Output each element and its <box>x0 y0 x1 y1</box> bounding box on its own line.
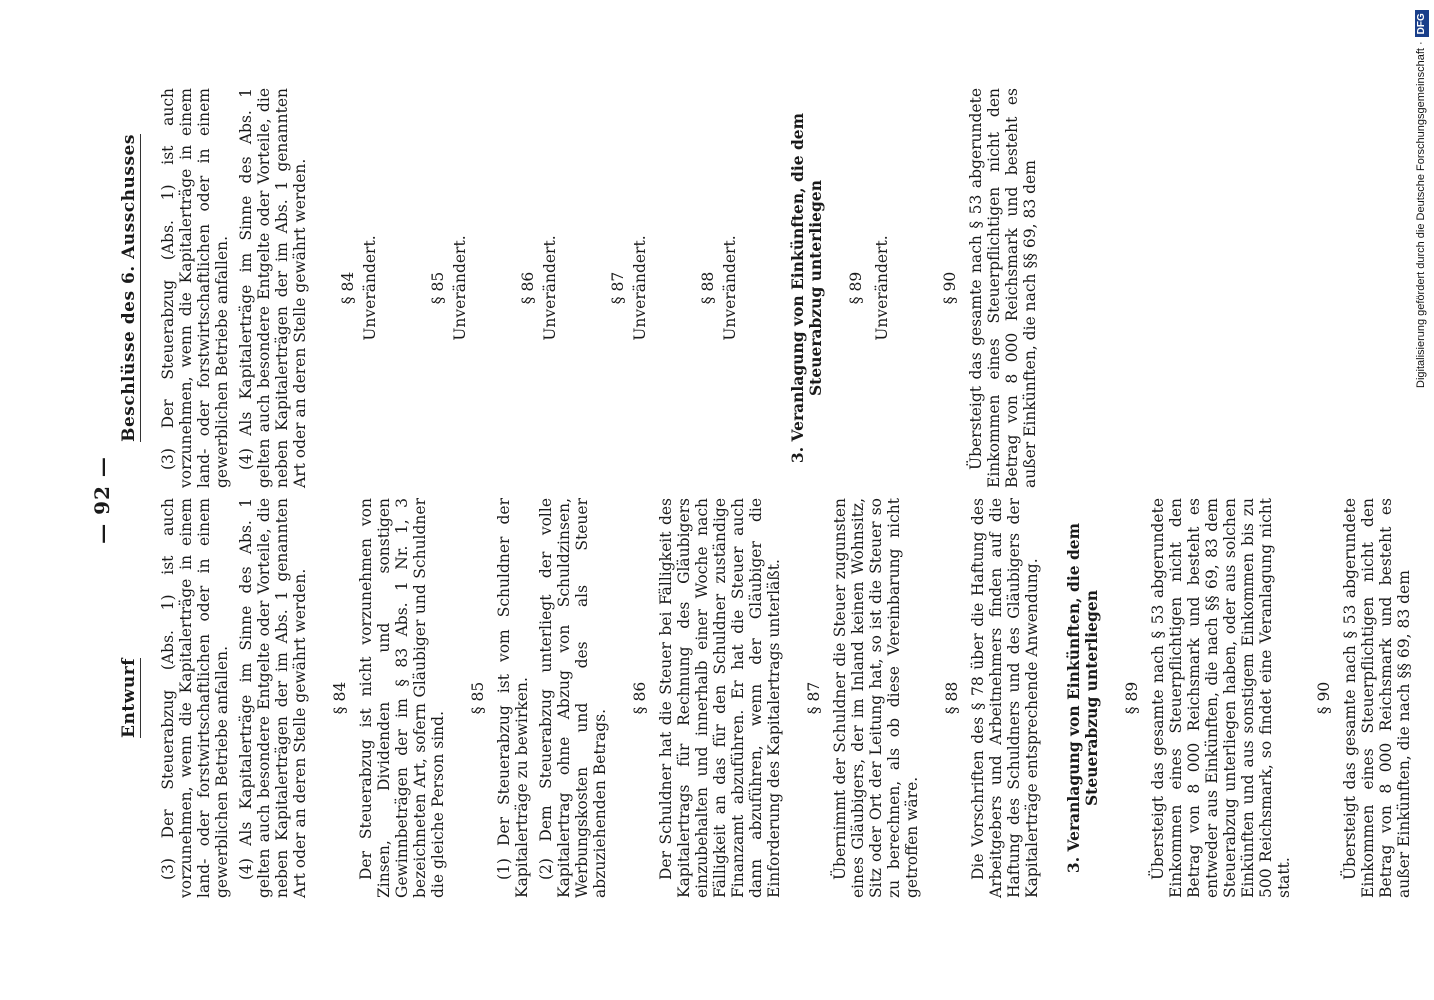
digitization-credit <box>1414 8 1428 388</box>
column-title-beschluesse: Beschlüsse des 6. Ausschusses <box>119 134 139 442</box>
paragraph-4: (4) Als Kapitalerträge im Sinne des Abs. 1 gelten auch besondere Entgelte oder Vorteile, die neben Kapitalerträgen der im Abs. 1 genannten Art oder an deren Stelle gewährt werden. <box>237 88 309 488</box>
section-85-heading: § 85 <box>469 681 487 715</box>
paragraph-3: (3) Der Steuerabzug (Abs. 1) ist auch vorzunehmen, wenn die Kapitalerträge in einem land- oder forstwirtschaftlichen oder in einem gewerblichen Betriebe anfallen. <box>159 88 231 488</box>
section-87-text: Übernimmt der Schuldner die Steuer zugunsten eines Gläubigers, der im Inland keinen Wohnsitz, Sitz oder Ort der Leitung hat, so ist die Steuer so zu berechnen, als ob diese Vereinbarung nicht getroffen wäre. <box>831 498 921 898</box>
unchanged-note: Unverändert. <box>631 235 649 341</box>
column-entwurf <box>120 498 1419 898</box>
section-90-text: Übersteigt das gesamte nach § 53 abgerundete Einkommen eines Steuerpflichtigen nicht den Betrag von 8 000 Reichsmark und besteht es außer Einkünften, die nach §§ 69, 83 dem <box>967 88 1039 488</box>
column-title-entwurf: Entwurf <box>119 658 139 738</box>
unchanged-note: Unverändert. <box>361 235 379 341</box>
section-84-heading: § 84 <box>339 271 357 305</box>
page-number: — 92 — <box>90 456 114 544</box>
section-90-text: Übersteigt das gesamte nach § 53 abgerundete Einkommen eines Steuerpflichtigen nicht den Betrag von 8 000 Reichsmark und besteht es außer Einkünften, die nach §§ 69, 83 dem <box>1341 498 1413 898</box>
column-beschluesse <box>120 88 1045 488</box>
section-84-heading: § 84 <box>331 681 349 715</box>
section-85-para-2: (2) Dem Steuerabzug unterliegt der volle Kapitalertrag ohne Abzug von Schuldzinsen, Werbungskosten und des als Steuer abzuziehenden Betrags. <box>537 498 609 898</box>
section-88-heading: § 88 <box>699 271 717 305</box>
section-88-heading: § 88 <box>943 681 961 715</box>
section-86-heading: § 86 <box>519 271 537 305</box>
section-87-heading: § 87 <box>609 271 627 305</box>
unchanged-note: Unverändert. <box>451 235 469 341</box>
section-87-heading: § 87 <box>805 681 823 715</box>
section-86-heading: § 86 <box>631 681 649 715</box>
section-90-heading: § 90 <box>1315 681 1333 715</box>
section-88-text: Die Vorschriften des § 78 über die Haftung des Arbeitgebers und Arbeitnehmers finden auf die Haftung des Schuldners und des Gläubigers der Kapitalerträge entsprechende Anwendung. <box>969 498 1041 898</box>
unchanged-note: Unverändert. <box>873 235 891 341</box>
section-89-heading: § 89 <box>1123 681 1141 715</box>
section-86-text: Der Schuldner hat die Steuer bei Fälligkeit des Kapitalertrags für Rechnung des Gläubigers einzubehalten und innerhalb einer Woche nach Fälligkeit an das für den Schuldner zuständige Finanzamt abzuführen. Er hat die Steuer auch dann abzuführen, wenn der Gläubiger die Einforderung des Kapitalertrags unterläßt. <box>657 498 783 898</box>
paragraph-4: (4) Als Kapitalerträge im Sinne des Abs. 1 gelten auch besondere Entgelte oder Vorteile, die neben Kapitalerträgen der im Abs. 1 genannten Art oder an deren Stelle gewährt werden. <box>237 498 309 898</box>
section-90-heading: § 90 <box>941 271 959 305</box>
credit-text: Digitalisierung gefördert durch die Deutsche Forschungsgemeinschaft · <box>1415 41 1427 388</box>
part-3-heading: 3. Veranlagung von Einkünften, die dem Steuerabzug unterliegen <box>1064 522 1101 874</box>
section-85-para-1: (1) Der Steuerabzug ist vom Schuldner der Kapitalerträge zu bewirken. <box>495 498 531 898</box>
section-85-heading: § 85 <box>429 271 447 305</box>
unchanged-note: Unverändert. <box>541 235 559 341</box>
unchanged-note: Unverändert. <box>721 235 739 341</box>
section-89-heading: § 89 <box>847 271 865 305</box>
section-84-text: Der Steuerabzug ist nicht vorzunehmen von Zinsen, Dividenden und sonstigen Gewinnbeträgen der im § 83 Abs. 1 Nr. 1, 3 bezeichneten Art, sofern Gläubiger und Schuldner die gleiche Person sind. <box>357 498 447 898</box>
section-89-text: Übersteigt das gesamte nach § 53 abgerundete Einkommen eines Steuerpflichtigen nicht den Betrag von 8 000 Reichsmark und besteht es entweder aus Einkünften, die nach §§ 69, 83 dem Steuerabzug unterliegen haben, oder aus solchen Einkünften und aus sonstigem Einkommen bis zu 500 Reichsmark, so findet eine Veranlagung nicht statt. <box>1149 498 1293 898</box>
dfg-logo: DFG <box>1415 10 1429 37</box>
part-3-heading: 3. Veranlagung von Einkünften, die dem Steuerabzug unterliegen <box>788 112 825 464</box>
paragraph-3: (3) Der Steuerabzug (Abs. 1) ist auch vorzunehmen, wenn die Kapitalerträge in einem land- oder forstwirtschaftlichen oder in einem gewerblichen Betriebe anfallen. <box>159 498 231 898</box>
